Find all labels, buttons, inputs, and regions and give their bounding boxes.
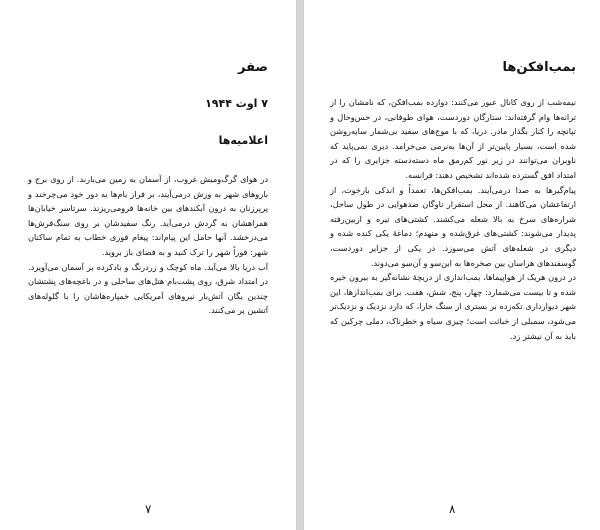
chapter-title: صفر <box>237 60 268 75</box>
body-text <box>330 95 576 343</box>
date-heading: ۷ اوت ۱۹۴۴ <box>205 97 268 110</box>
page-number: ۸ <box>449 502 456 516</box>
chapter-title: بمب‌افکن‌ها <box>502 60 576 75</box>
paragraph: نیمه‌شب از روی کانال عبور می‌کنند: دوازده بمب‌افکن، که نامشان را از ترانه‌ها وام گرفته‌اند: ستارگان دوردست، هوای طوفانی، در حس‌وحال و تپانچه را کنار بگذار مادر. دریا، که با موج‌های سفید بی‌شمار سایه‌روشن شده است، بسیار پایین‌تر از آن‌ها به‌نرمی می‌خرامد. دیری نمی‌پاید که ناوبران می‌توانند در زیر نور کم‌رمق ماه دسته‌دسته جزایری را که در امتداد افق گسترده شده‌اند تشخیص دهند: فرانسه. <box>330 97 576 180</box>
page-number: ۷ <box>145 502 152 516</box>
body-text <box>28 172 268 318</box>
paragraph: در هوای گرگ‌ومیش غروب، از آسمان به زمین می‌بارند. از روی برج و باروهای شهر به وزش درمی‌آیند، بر فراز بام‌ها به دور خود می‌چرخند و پرپرزنان به درون آبکندهای بین خانه‌ها فرومی‌ریزند. سرتاسر خیابان‌ها همراهشان به گردش درمی‌آید. رنگ سفیدشان بر روی سنگ‌فرش‌ها می‌درخشد. آنها حامل این پیام‌اند: پیغام فوری خطاب به تمام ساکنان شهر: فوراً شهر را ترک کنید و به فضای باز بروید. <box>28 174 268 257</box>
section-heading: اعلامیه‌ها <box>218 134 268 147</box>
paragraph: آب دریا بالا می‌آید. ماه کوچک و زردرنگ و بادکرده بر آسمان می‌آویزد. در امتداد شرق، روی پشت‌بام هتل‌های ساحلی و در باغچه‌های پشتشان چندین یگان آتش‌بار نیروهای آمریکایی خمپاره‌هاشان را با گلوله‌های آتشین پر می‌کنند. <box>28 261 268 316</box>
paragraph: در درون هریک از هواپیماها، بمب‌اندازی از دریچهٔ نشانه‌گیر به بیرون خیره شده و تا بیست می‌شمارد: چهار، پنج، شش، هفت. برای بمب‌اندازها، این شهر دیوارداری تکه‌زده بر بستری از سنگ خارا، که دارد نزدیک و نزدیک‌تر می‌شود، سمبلی از خباثت است؛ چیزی سیاه و خطرناک، دملی چرکین که باید به آن نیشتر زد. <box>330 272 576 341</box>
left-page <box>0 0 297 530</box>
right-page <box>303 0 600 530</box>
paragraph: پیام‌گیرها به صدا درمی‌آیند. بمب‌افکن‌ها، تعمداً و اندکی بارخوت، از ارتفاعشان می‌کاهند. از محل استقرار ناوگان ضدهوایی در طول ساحل، شراره‌های سرخ به بالا شعله می‌کشند. کشتی‌های تیره و ازبین‌رفته پدیدار می‌شوند: کشتی‌های غرق‌شده و منهدم؛ دماغهٔ یکی کنده شده و دیگری در شعله‌های آتش می‌سوزد. در یکی از جزایر دوردست، گوسفندهای هراسان بین صخره‌ها به این‌سو و آن‌سو می‌دوند. <box>330 184 576 268</box>
